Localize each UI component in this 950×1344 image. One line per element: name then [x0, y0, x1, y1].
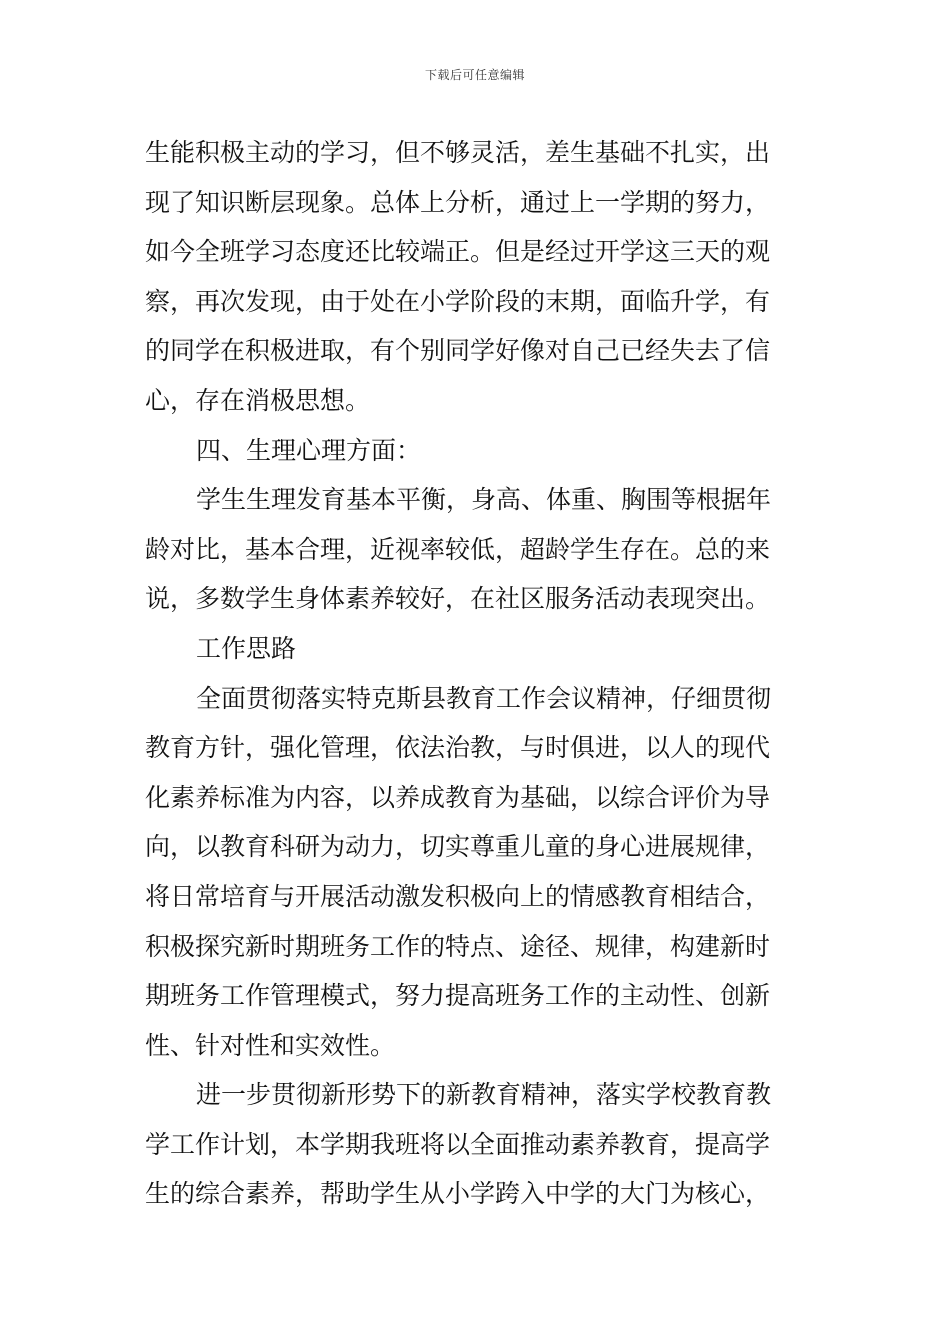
text-line: 性、针对性和实效性。	[145, 1030, 396, 1060]
text-line: 将日常培育与开展活动激发积极向上的情感教育相结合，	[145, 881, 771, 911]
document-body	[145, 128, 805, 1219]
text-line: 期班务工作管理模式，努力提高班务工作的主动性、创新	[145, 981, 771, 1011]
text-line: 察，再次发现，由于处在小学阶段的末期，面临升学，有	[145, 286, 771, 316]
section-heading: 工作思路	[196, 633, 297, 663]
text-line: 龄对比，基本合理，近视率较低，超龄学生存在。总的来	[145, 534, 771, 564]
text-line: 生能积极主动的学习，但不够灵活，差生基础不扎实，出	[145, 138, 771, 167]
section-heading: 四、生理心理方面：	[196, 435, 422, 465]
text-line: 生的综合素养，帮助学生从小学跨入中学的大门为核心，	[145, 1179, 771, 1209]
text-line: 学工作计划，本学期我班将以全面推动素养教育，提高学	[145, 1129, 771, 1159]
text-line: 的同学在积极进取，有个别同学好像对自己已经失去了信	[145, 336, 771, 366]
text-line: 现了知识断层现象。总体上分析，通过上一学期的努力，	[145, 187, 771, 217]
text-line: 心，存在消极思想。	[145, 385, 371, 415]
text-line: 全面贯彻落实特克斯县教育工作会议精神，仔细贯彻	[196, 683, 772, 713]
text-line: 积极探究新时期班务工作的特点、途径、规律，构建新时	[145, 931, 771, 961]
text-line: 化素养标准为内容，以养成教育为基础，以综合评价为导	[145, 782, 771, 812]
text-line: 教育方针，强化管理，依法治教，与时俱进，以人的现代	[145, 733, 771, 763]
text-line: 说，多数学生身体素养较好，在社区服务活动表现突出。	[145, 584, 771, 614]
text-line: 如今全班学习态度还比较端正。但是经过开学这三天的观	[145, 237, 771, 267]
text-line: 进一步贯彻新形势下的新教育精神，落实学校教育教	[196, 1080, 772, 1110]
page-header: 下载后可任意编辑	[424, 68, 525, 82]
text-line: 向，以教育科研为动力，切实尊重儿童的身心进展规律，	[145, 832, 771, 862]
text-line: 学生生理发育基本平衡，身高、体重、胸围等根据年	[196, 485, 772, 515]
